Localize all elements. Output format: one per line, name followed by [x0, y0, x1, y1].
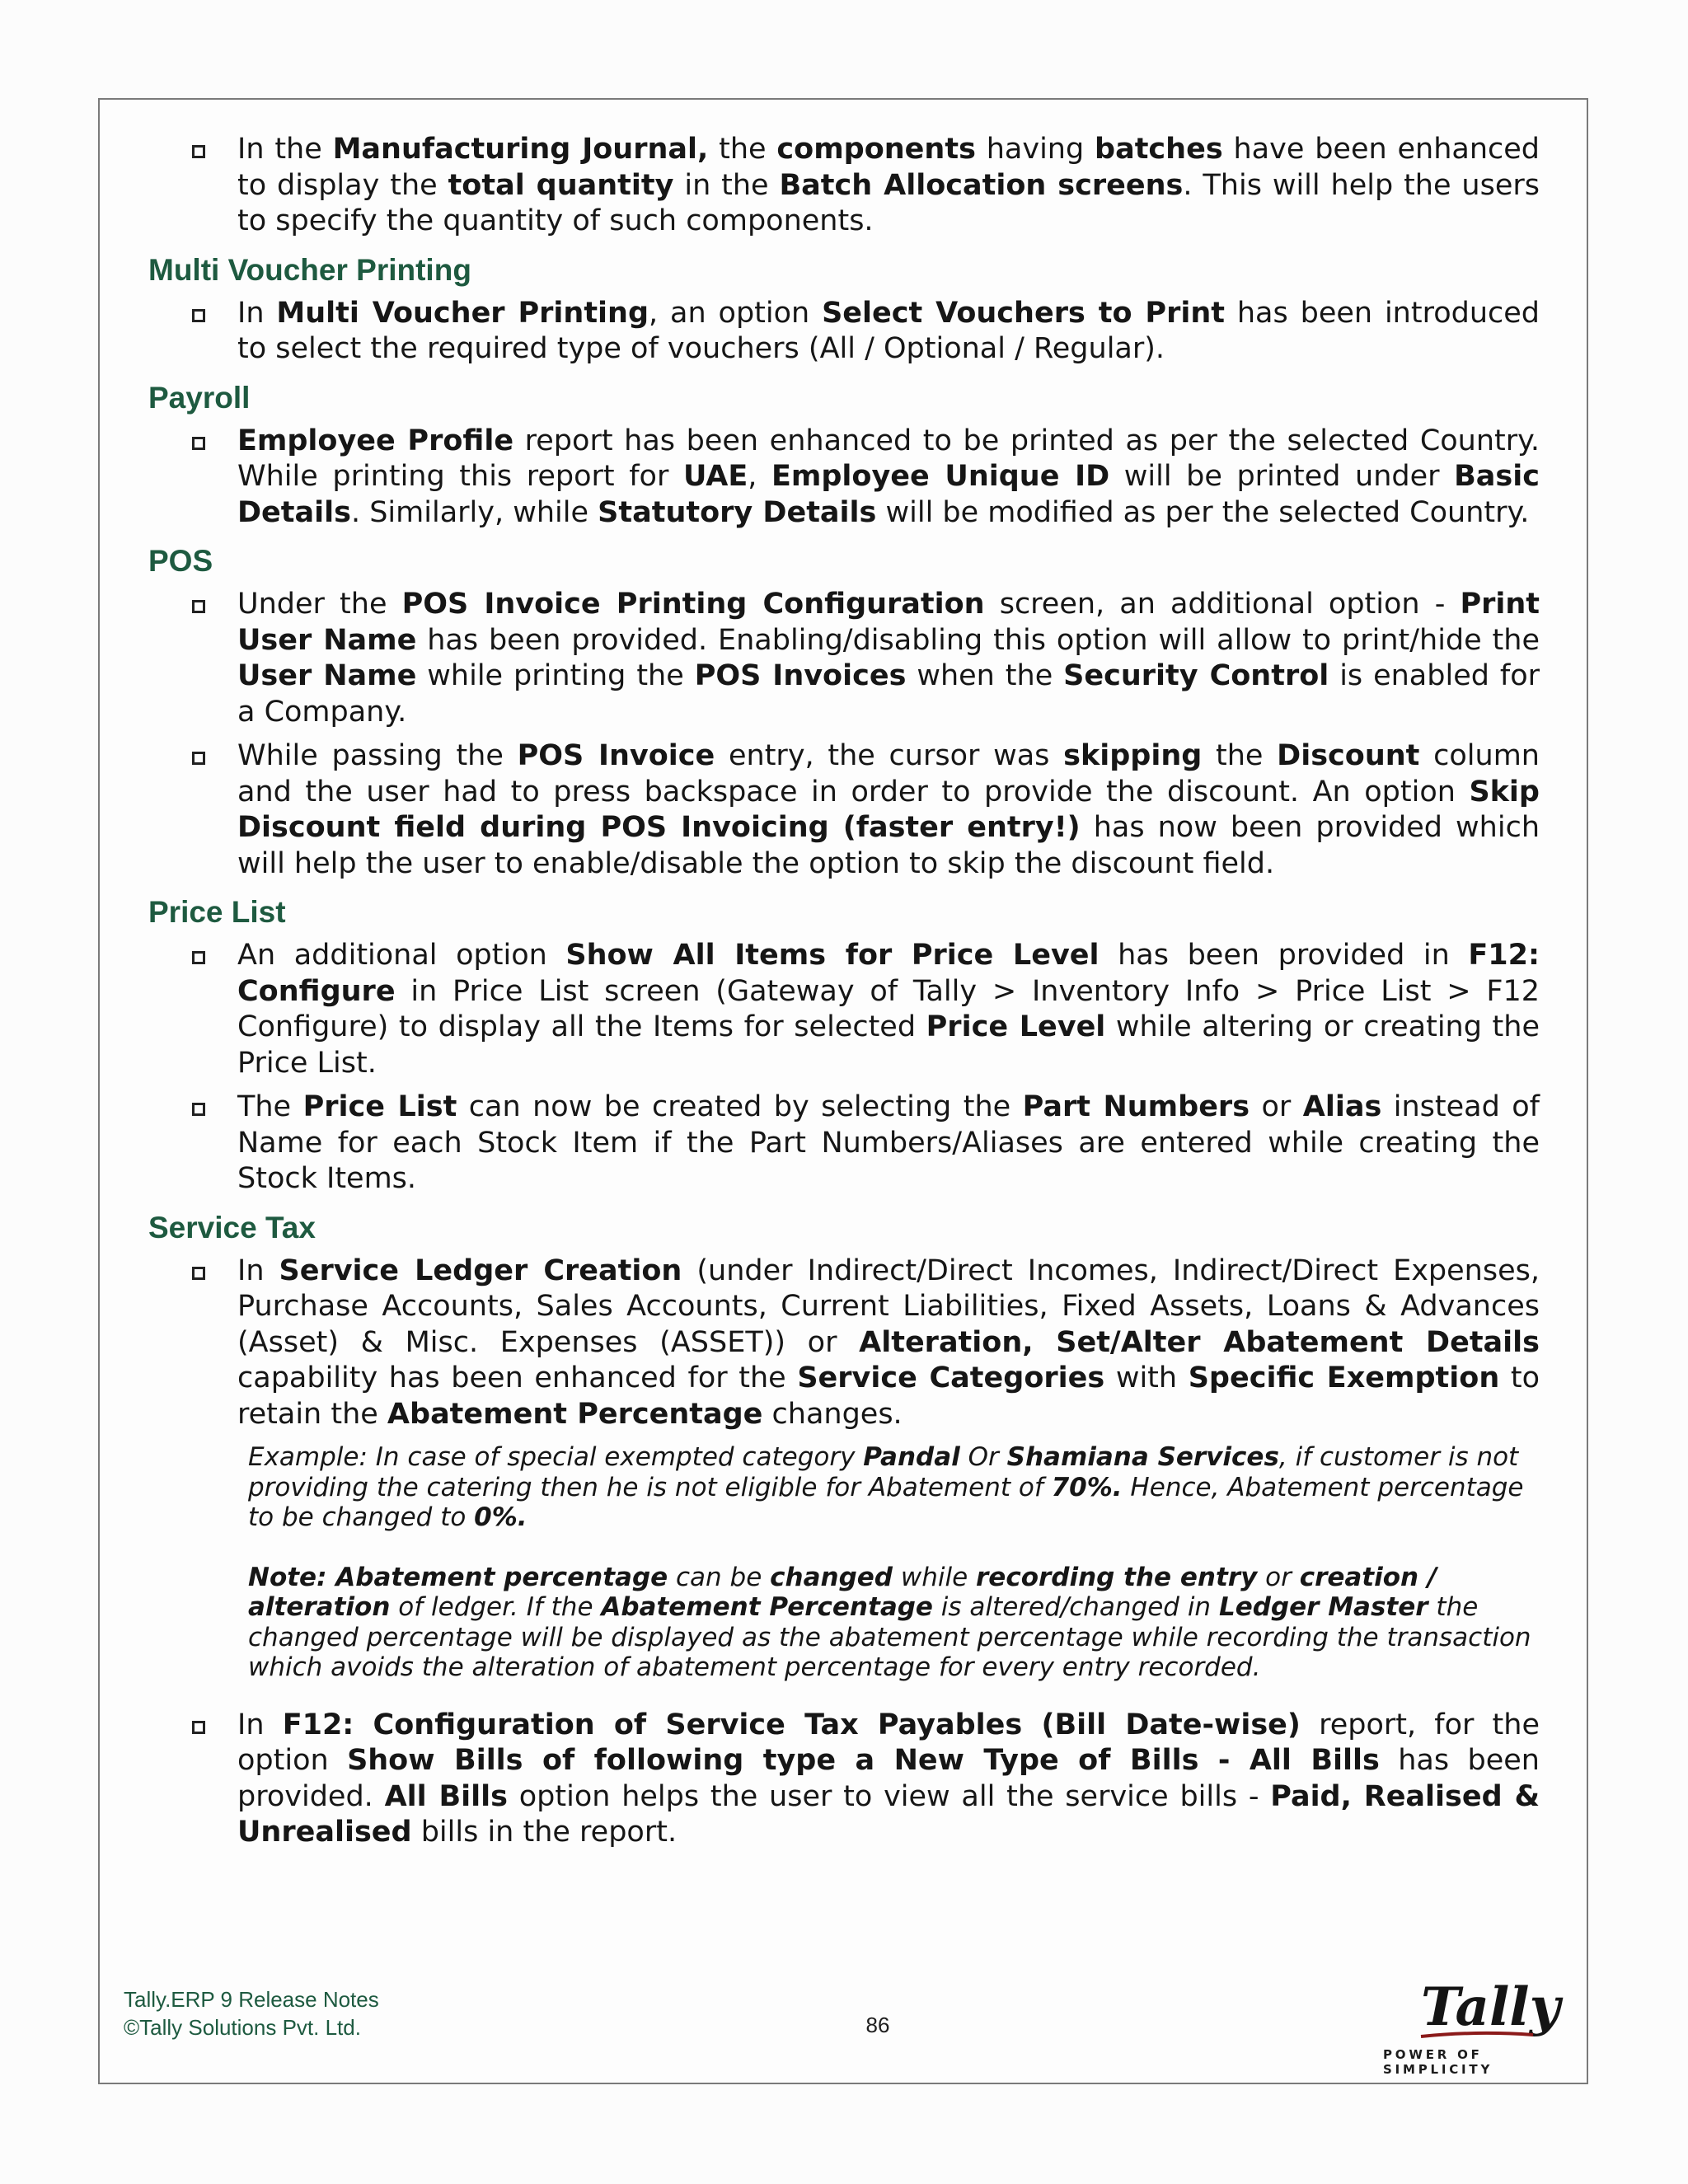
square-bullet-icon — [192, 752, 205, 765]
list-item-price-list-part-numbers: The Price List can now be created by selecting the Part Numbers or Alias instead of Name for each Stock Item if the Part Numbers/Aliases are entered while creating the Stock Items. — [148, 1090, 1540, 1197]
list-item-multi-voucher-printing: In Multi Voucher Printing, an option Select Vouchers to Print has been introduced to select the required type of vouchers (All / Optional / Regular). — [148, 296, 1540, 368]
square-bullet-icon — [192, 1103, 205, 1116]
list-item-service-ledger-creation: In Service Ledger Creation (under Indirect/Direct Incomes, Indirect/Direct Expenses, Purchase Accounts, Sales Accounts, Current Liabilities, Fixed Assets, Loans & Advances (Asset) & Misc. Expenses (ASSET)) or Alteration, Set/Alter Abatement Details capability has been enhanced for the Service Categories with Specific Exemption to retain the Abatement Percentage changes. — [148, 1254, 1540, 1433]
square-bullet-icon — [192, 951, 205, 964]
logo-swoosh-icon — [1419, 2031, 1535, 2039]
section-heading-multi-voucher-printing: Multi Voucher Printing — [148, 252, 471, 287]
logo-wordmark: Tally — [1421, 1976, 1560, 2038]
page-number: 86 — [865, 2013, 890, 2037]
list-item-price-level: An additional option Show All Items for Price Level has been provided in F12: Configure in Price List screen (Gateway of Tally > Inventory Info > Price List > F12 Configure) to display all the Items for selected Price Level while altering or creating the Price List. — [148, 938, 1540, 1081]
list-item-pos-print-user-name: Under the POS Invoice Printing Configuration screen, an additional option - Print User Name has been provided. Enabling/disabling this option will allow to print/hide the User Name while printing the POS Invoices when the Security Control is enabled for a Company. — [148, 587, 1540, 730]
abatement-note: Note: Abatement percentage can be changed while recording the entry or creation / alteration of ledger. If the Abatement Percentage is altered/changed in Ledger Master the changed percentage will be displayed as the abatement percentage while recording the transaction which avoids the alteration of abatement percentage for every entry recorded. — [248, 1562, 1531, 1682]
square-bullet-icon — [192, 600, 205, 613]
square-bullet-icon — [192, 145, 205, 158]
square-bullet-icon — [192, 437, 205, 450]
square-bullet-icon — [192, 1267, 205, 1280]
section-heading-pos: POS — [148, 544, 213, 578]
footer-info — [124, 1985, 379, 2041]
section-heading-price-list: Price List — [148, 895, 286, 929]
example-note: Example: In case of special exempted category Pandal Or Shamiana Services, if customer is not providing the catering then he is not eligible for Abatement of 70%. Hence, Abatement percentage to be changed to 0%. — [248, 1442, 1524, 1532]
section-heading-payroll: Payroll — [148, 380, 251, 415]
square-bullet-icon — [192, 309, 205, 322]
list-item-service-tax-payables: In F12: Configuration of Service Tax Payables (Bill Date-wise) report, for the option Show Bills of following type a New Type of Bills - All Bills has been provided. All Bills option helps the user to view all the service bills - Paid, Realised & Unrealised bills in the report. — [148, 1708, 1540, 1851]
list-item-pos-skip-discount: While passing the POS Invoice entry, the cursor was skipping the Discount column and the user had to press backspace in order to provide the discount. An option Skip Discount field during POS Invoicing (faster entry!) has now been provided which will help the user to enable/disable the option to skip the discount field. — [148, 738, 1540, 882]
tally-logo — [1378, 1976, 1568, 2077]
list-item-manufacturing-journal: In the Manufacturing Journal, the components having batches have been enhanced to display the total quantity in the Batch Allocation screens. This will help the users to specify the quantity of such components. — [148, 132, 1540, 240]
square-bullet-icon — [192, 1721, 205, 1734]
list-item-employee-profile: Employee Profile report has been enhanced to be printed as per the selected Country. While printing this report for UAE, Employee Unique ID will be printed under Basic Details. Similarly, while Statutory Details will be modified as per the selected Country. — [148, 424, 1540, 532]
footer-copyright: ©Tally Solutions Pvt. Ltd. — [124, 2015, 361, 2040]
logo-tagline: POWER OF SIMPLICITY — [1383, 2047, 1493, 2077]
footer-doc-title: Tally.ERP 9 Release Notes — [124, 1987, 379, 2012]
document-body — [148, 132, 1540, 1851]
section-heading-service-tax: Service Tax — [148, 1210, 316, 1244]
